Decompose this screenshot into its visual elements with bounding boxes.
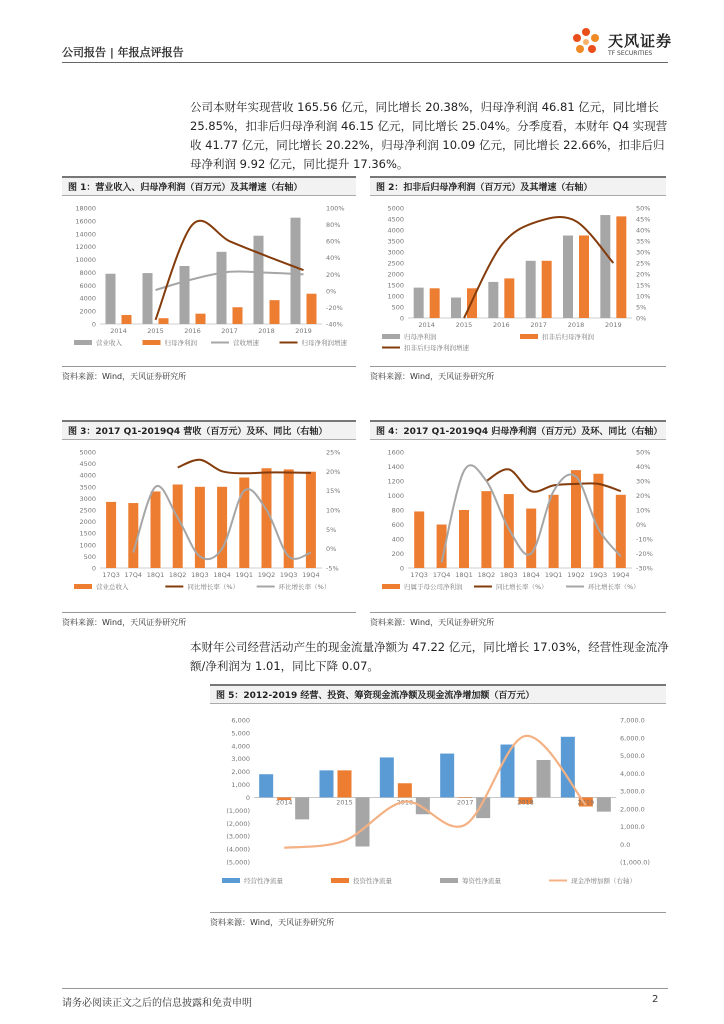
y-right-tick: 40% [326,254,341,263]
y-left-tick: (4,000) [226,845,250,854]
y-left-tick: 18000 [75,204,96,213]
legend-swatch [382,584,400,589]
fig3-svg [62,444,356,604]
x-tick-2014: 2014 [110,327,127,335]
legend-swatch [520,334,538,339]
footer-divider [62,988,668,989]
y-right-tick: 5% [326,525,337,534]
y-left-tick: (1,000) [226,806,250,815]
legend-swatch [331,878,349,883]
legend-label: 同比增长率（%） [187,583,240,591]
fig3-source: 资料来源：Wind，天风证券研究所 [62,612,356,628]
bar-经营性净流量 [440,754,454,798]
bar-营业收入 [143,273,153,324]
y-left-tick: 4500 [79,460,96,469]
brand-subtitle: TF SECURITIES [608,50,653,57]
x-tick-2014: 2014 [418,321,435,329]
x-tick-2015: 2015 [455,321,473,329]
legend-swatch [74,584,92,589]
y-right-tick: 25% [636,259,651,268]
y-left-tick: 5000 [387,204,404,213]
y-right-tick: (1,000.0) [620,858,650,867]
bar-营业收入 [180,266,190,324]
y-right-tick: 0% [636,521,647,529]
line-归母净利润增速 [156,221,304,320]
bar-营业收入 [106,274,116,324]
x-tick-19Q4: 19Q4 [302,571,320,579]
y-right-tick: -20% [636,550,653,558]
fig1-title: 图 1：营业收入、归母净利润（百万元）及其增速（右轴） [62,176,356,196]
y-left-tick: 2000 [387,270,404,279]
fig4-svg [370,444,666,604]
y-left-tick: 0 [399,564,404,573]
bar-投资性净流量 [338,770,352,797]
y-right-tick: 7,000.0 [620,716,645,725]
y-left-tick: 800 [391,506,404,515]
bar-归母净利润 [233,307,243,324]
x-tick-18Q1: 18Q1 [146,571,165,579]
x-tick-19Q1: 19Q1 [235,571,254,579]
y-left-tick: 5,000 [231,729,250,738]
legend-label: 投资性净流量 [353,877,392,885]
y-right-tick: 40% [636,226,651,235]
y-left-tick: 6,000 [231,716,250,725]
x-tick-2014: 2014 [275,798,293,807]
y-left-tick: 500 [83,552,96,561]
y-left-tick: 2,000 [231,768,250,777]
y-left-tick: 0 [399,314,404,323]
fig3-chart [62,444,356,604]
fig2-title: 图 2：扣非后归母净利润（百万元）及其增速（右轴） [370,176,666,196]
report-header: 公司报告 | 年报点评报告 [62,46,184,59]
bar-归属于母公司净利润 [549,495,559,568]
bar-归母净利润 [122,315,132,324]
y-right-tick: 40% [636,463,651,471]
y-left-tick: 2000 [79,307,96,316]
bar-营业收入 [217,252,227,324]
y-right-tick: 35% [636,237,651,246]
y-left-tick: 1400 [387,463,404,471]
y-right-tick: 100% [326,204,345,213]
bar-归属于母公司净利润 [459,510,469,568]
y-left-tick: 5000 [79,448,96,457]
x-tick-19Q3: 19Q3 [279,571,298,579]
fig5-title: 图 5：2012-2019 经营、投资、筹资现金流净额及现金流净增加额（百万元） [210,684,666,704]
y-left-tick: 3,000 [231,755,250,764]
x-tick-18Q1: 18Q1 [455,571,473,579]
y-right-tick: 20% [326,467,341,476]
y-left-tick: (2,000) [226,819,250,828]
fig2-source: 资料来源：Wind，天风证券研究所 [370,366,666,382]
logo-flower-icon [568,24,604,60]
y-right-tick: -5% [326,564,339,573]
bar-筹资性净流量 [537,760,551,797]
fig4-chart [370,444,666,604]
y-left-tick: 4000 [79,471,96,480]
x-tick-19Q2: 19Q2 [567,571,585,579]
y-left-tick: 2500 [387,259,404,268]
y-left-tick: 0 [245,793,250,802]
footer-disclaimer: 请务必阅读正文之后的信息披露和免责申明 [62,998,252,1009]
y-left-tick: 500 [391,303,404,312]
y-left-tick: 1200 [387,477,404,486]
fig2-svg [370,200,666,360]
y-right-tick: -20% [326,303,343,312]
y-left-tick: 600 [391,521,404,529]
bar-扣非后归母净利润 [579,236,589,319]
legend-label: 扣非后归母净利润增速 [404,344,469,352]
bar-归属于母公司净利润 [481,491,491,568]
x-tick-2016: 2016 [396,798,414,807]
bar-归属于母公司净利润 [616,495,626,568]
fig5-source: 资料来源：Wind，天风证券研究所 [210,912,666,928]
x-tick-2018: 2018 [517,798,534,807]
y-right-tick: 0% [636,314,647,323]
x-tick-18Q3: 18Q3 [191,571,209,579]
brand-name: 天风证券 [608,32,673,50]
legend-label: 环比增长率（%） [588,583,640,591]
x-tick-2019: 2019 [295,327,312,335]
y-right-tick: 15% [326,487,341,496]
legend-swatch [440,878,458,883]
x-tick-2017: 2017 [530,321,547,329]
bar-经营性净流量 [259,774,273,797]
y-right-tick: 80% [326,221,341,230]
x-tick-18Q4: 18Q4 [213,571,231,579]
y-left-tick: 1600 [387,448,404,457]
fig4-source: 资料来源：Wind，天风证券研究所 [370,612,666,628]
y-right-tick: 5% [636,303,647,312]
cashflow-paragraph: 本财年公司经营活动产生的现金流量净额为 47.22 亿元，同比增长 17.03%，经营性现金流净额/净利润为 1.01，同比下降 0.07。 [190,640,669,673]
x-tick-2019: 2019 [605,321,622,329]
x-tick-17Q4: 17Q4 [432,571,451,579]
y-left-tick: 2500 [79,506,96,515]
bar-营业总收入 [151,491,161,568]
x-tick-2018: 2018 [567,321,585,329]
bar-营业总收入 [128,503,138,568]
x-tick-2016: 2016 [493,321,510,329]
x-tick-17Q3: 17Q3 [102,571,120,579]
legend-swatch [74,340,92,345]
bar-营业收入 [254,236,264,324]
bar-归母净利润 [451,298,461,318]
x-tick-18Q2: 18Q2 [168,571,187,579]
legend-label: 归属于母公司净利润 [404,583,463,591]
y-right-tick: -30% [636,564,653,573]
y-left-tick: 1000 [79,541,96,550]
y-left-tick: 400 [391,535,404,544]
y-right-tick: 10% [326,506,341,515]
bar-归母净利润 [563,236,573,319]
y-right-tick: 50% [636,204,651,213]
bar-归母净利润 [270,300,280,324]
y-left-tick: 0 [91,564,96,573]
bar-经营性净流量 [561,737,575,798]
bar-经营性净流量 [380,757,394,797]
line-扣非后归母净利润增速 [464,217,613,318]
y-right-tick: 10% [636,506,651,515]
legend-label: 营业收入 [96,339,122,347]
x-tick-2019: 2019 [577,798,595,807]
bar-归母净利润 [488,282,498,318]
fig1-chart [62,200,356,360]
y-right-tick: 4,000.0 [620,769,645,778]
bar-扣非后归母净利润 [504,278,514,318]
legend-label: 同比增长率（%） [496,583,548,591]
brand-logo [568,24,678,64]
bar-营业总收入 [106,502,116,568]
fig1-svg [62,200,356,360]
y-right-tick: 20% [326,270,341,279]
bar-归母净利润 [414,288,424,318]
intro-paragraph: 公司本财年实现营收 165.56 亿元，同比增长 20.38%，归母净利润 46.81 亿元，同比增长 25.85%，扣非后归母净利润 46.15 亿元，同比增长 25.04%。分季度看，本财年 Q4 实现营收 41.77 亿元，同比增长 20.22%，归母净利润 10.09 亿元，同比增长 22.66%，扣非后归母净利润 9.92 亿元，同比提升 17.36%。 [190,100,668,171]
y-left-tick: 4000 [387,226,404,235]
x-tick-19Q1: 19Q1 [544,571,563,579]
x-tick-2018: 2018 [258,327,275,335]
bar-投资性净流量 [398,783,412,797]
bar-扣非后归母净利润 [542,261,552,318]
bar-营业收入 [291,218,301,324]
x-tick-19Q4: 19Q4 [612,571,630,579]
x-tick-17Q4: 17Q4 [124,571,143,579]
x-tick-18Q2: 18Q2 [477,571,496,579]
x-tick-17Q3: 17Q3 [410,571,428,579]
x-tick-2016: 2016 [184,327,201,335]
legend-label: 归母净利润增速 [301,339,347,347]
legend-label: 经营性净流量 [244,877,283,885]
fig3-title: 图 3：2017 Q1-2019Q4 营收（百万元）及环、同比（右轴） [62,420,356,440]
y-left-tick: 2000 [79,518,96,527]
legend-swatch [382,334,400,339]
y-left-tick: 1000 [387,292,404,301]
y-right-tick: 30% [636,477,651,486]
y-left-tick: 3000 [387,248,404,257]
y-left-tick: 8000 [79,268,96,277]
y-left-tick: 4000 [79,294,96,303]
y-left-tick: 4,000 [231,742,250,751]
y-left-tick: 1000 [387,492,404,500]
y-right-tick: -40% [326,320,343,329]
bar-营业总收入 [173,484,183,568]
y-right-tick: 60% [326,237,341,246]
bar-经营性净流量 [320,770,334,797]
y-left-tick: 200 [391,550,404,558]
bar-归属于母公司净利润 [414,511,424,568]
y-right-tick: 20% [636,270,651,279]
y-right-tick: 10% [636,292,651,301]
x-tick-2015: 2015 [147,327,164,335]
y-right-tick: 6,000.0 [620,734,645,743]
y-left-tick: 4500 [387,215,404,224]
legend-label: 归母净利润 [164,339,197,347]
bar-归母净利润 [159,318,169,324]
y-right-tick: -10% [636,535,653,544]
y-right-tick: 25% [326,448,341,457]
y-right-tick: 5,000.0 [620,752,645,760]
header-divider [62,62,668,63]
legend-label: 筹资性净流量 [462,877,501,885]
y-right-tick: 20% [636,492,651,500]
y-left-tick: 1500 [387,281,404,290]
y-left-tick: 1,000 [231,781,250,790]
bar-筹资性净流量 [356,797,370,846]
x-tick-19Q3: 19Q3 [589,571,608,579]
y-left-tick: 14000 [75,230,96,239]
y-right-tick: 0% [326,545,337,554]
x-tick-2017: 2017 [456,798,474,807]
bar-筹资性净流量 [295,797,309,819]
y-left-tick: (3,000) [226,832,250,841]
y-left-tick: 12000 [75,243,96,252]
y-left-tick: 3500 [387,237,404,246]
y-left-tick: 3000 [79,494,96,503]
bar-归属于母公司净利润 [504,494,514,568]
x-tick-19Q2: 19Q2 [257,571,276,579]
y-left-tick: (5,000) [226,858,250,867]
fig5-chart [210,708,666,906]
y-right-tick: 30% [636,248,651,257]
legend-swatch [143,340,161,345]
y-right-tick: 1,000.0 [620,823,645,831]
bar-归母净利润 [307,294,317,324]
fig2-chart [370,200,666,360]
legend-label: 环比增长率（%） [278,583,331,591]
y-right-tick: 2,000.0 [620,805,645,814]
x-tick-2017: 2017 [221,327,238,335]
x-tick-18Q3: 18Q3 [500,571,518,579]
y-left-tick: 16000 [75,217,96,226]
legend-label: 归母净利润 [404,333,437,341]
bar-扣非后归母净利润 [430,288,440,318]
x-tick-18Q4: 18Q4 [522,571,540,579]
bar-归属于母公司净利润 [526,509,536,568]
bar-归母净利润 [196,314,206,324]
x-tick-2015: 2015 [336,798,353,807]
bar-营业总收入 [217,487,227,568]
fig5-svg [210,708,666,906]
y-right-tick: 0.0 [620,840,631,849]
legend-label: 营业总收入 [96,583,129,591]
bar-筹资性净流量 [597,797,611,811]
y-right-tick: 0% [326,287,337,296]
y-right-tick: 50% [636,448,651,457]
y-right-tick: 3,000.0 [620,787,645,796]
bar-归母净利润 [600,215,610,318]
bar-扣非后归母净利润 [616,216,626,318]
legend-label: 现金净增加额（右轴） [571,877,636,885]
legend-label: 扣非后归母净利润 [542,333,594,341]
y-left-tick: 3500 [79,483,96,492]
page-number: 2 [652,994,659,1005]
fig1-source: 资料来源：Wind，天风证券研究所 [62,366,356,382]
legend-label: 营收增速 [233,339,259,347]
line-营收增速 [156,271,304,290]
y-left-tick: 0 [91,320,96,329]
y-right-tick: 15% [636,281,651,290]
legend-swatch [222,878,240,883]
y-right-tick: 45% [636,215,651,224]
y-left-tick: 6000 [79,281,96,290]
y-left-tick: 10000 [75,256,96,265]
y-left-tick: 1500 [79,529,96,538]
bar-归母净利润 [526,261,536,318]
fig4-title: 图 4：2017 Q1-2019Q4 归母净利润（百万元）及环、同比（右轴） [370,420,666,440]
